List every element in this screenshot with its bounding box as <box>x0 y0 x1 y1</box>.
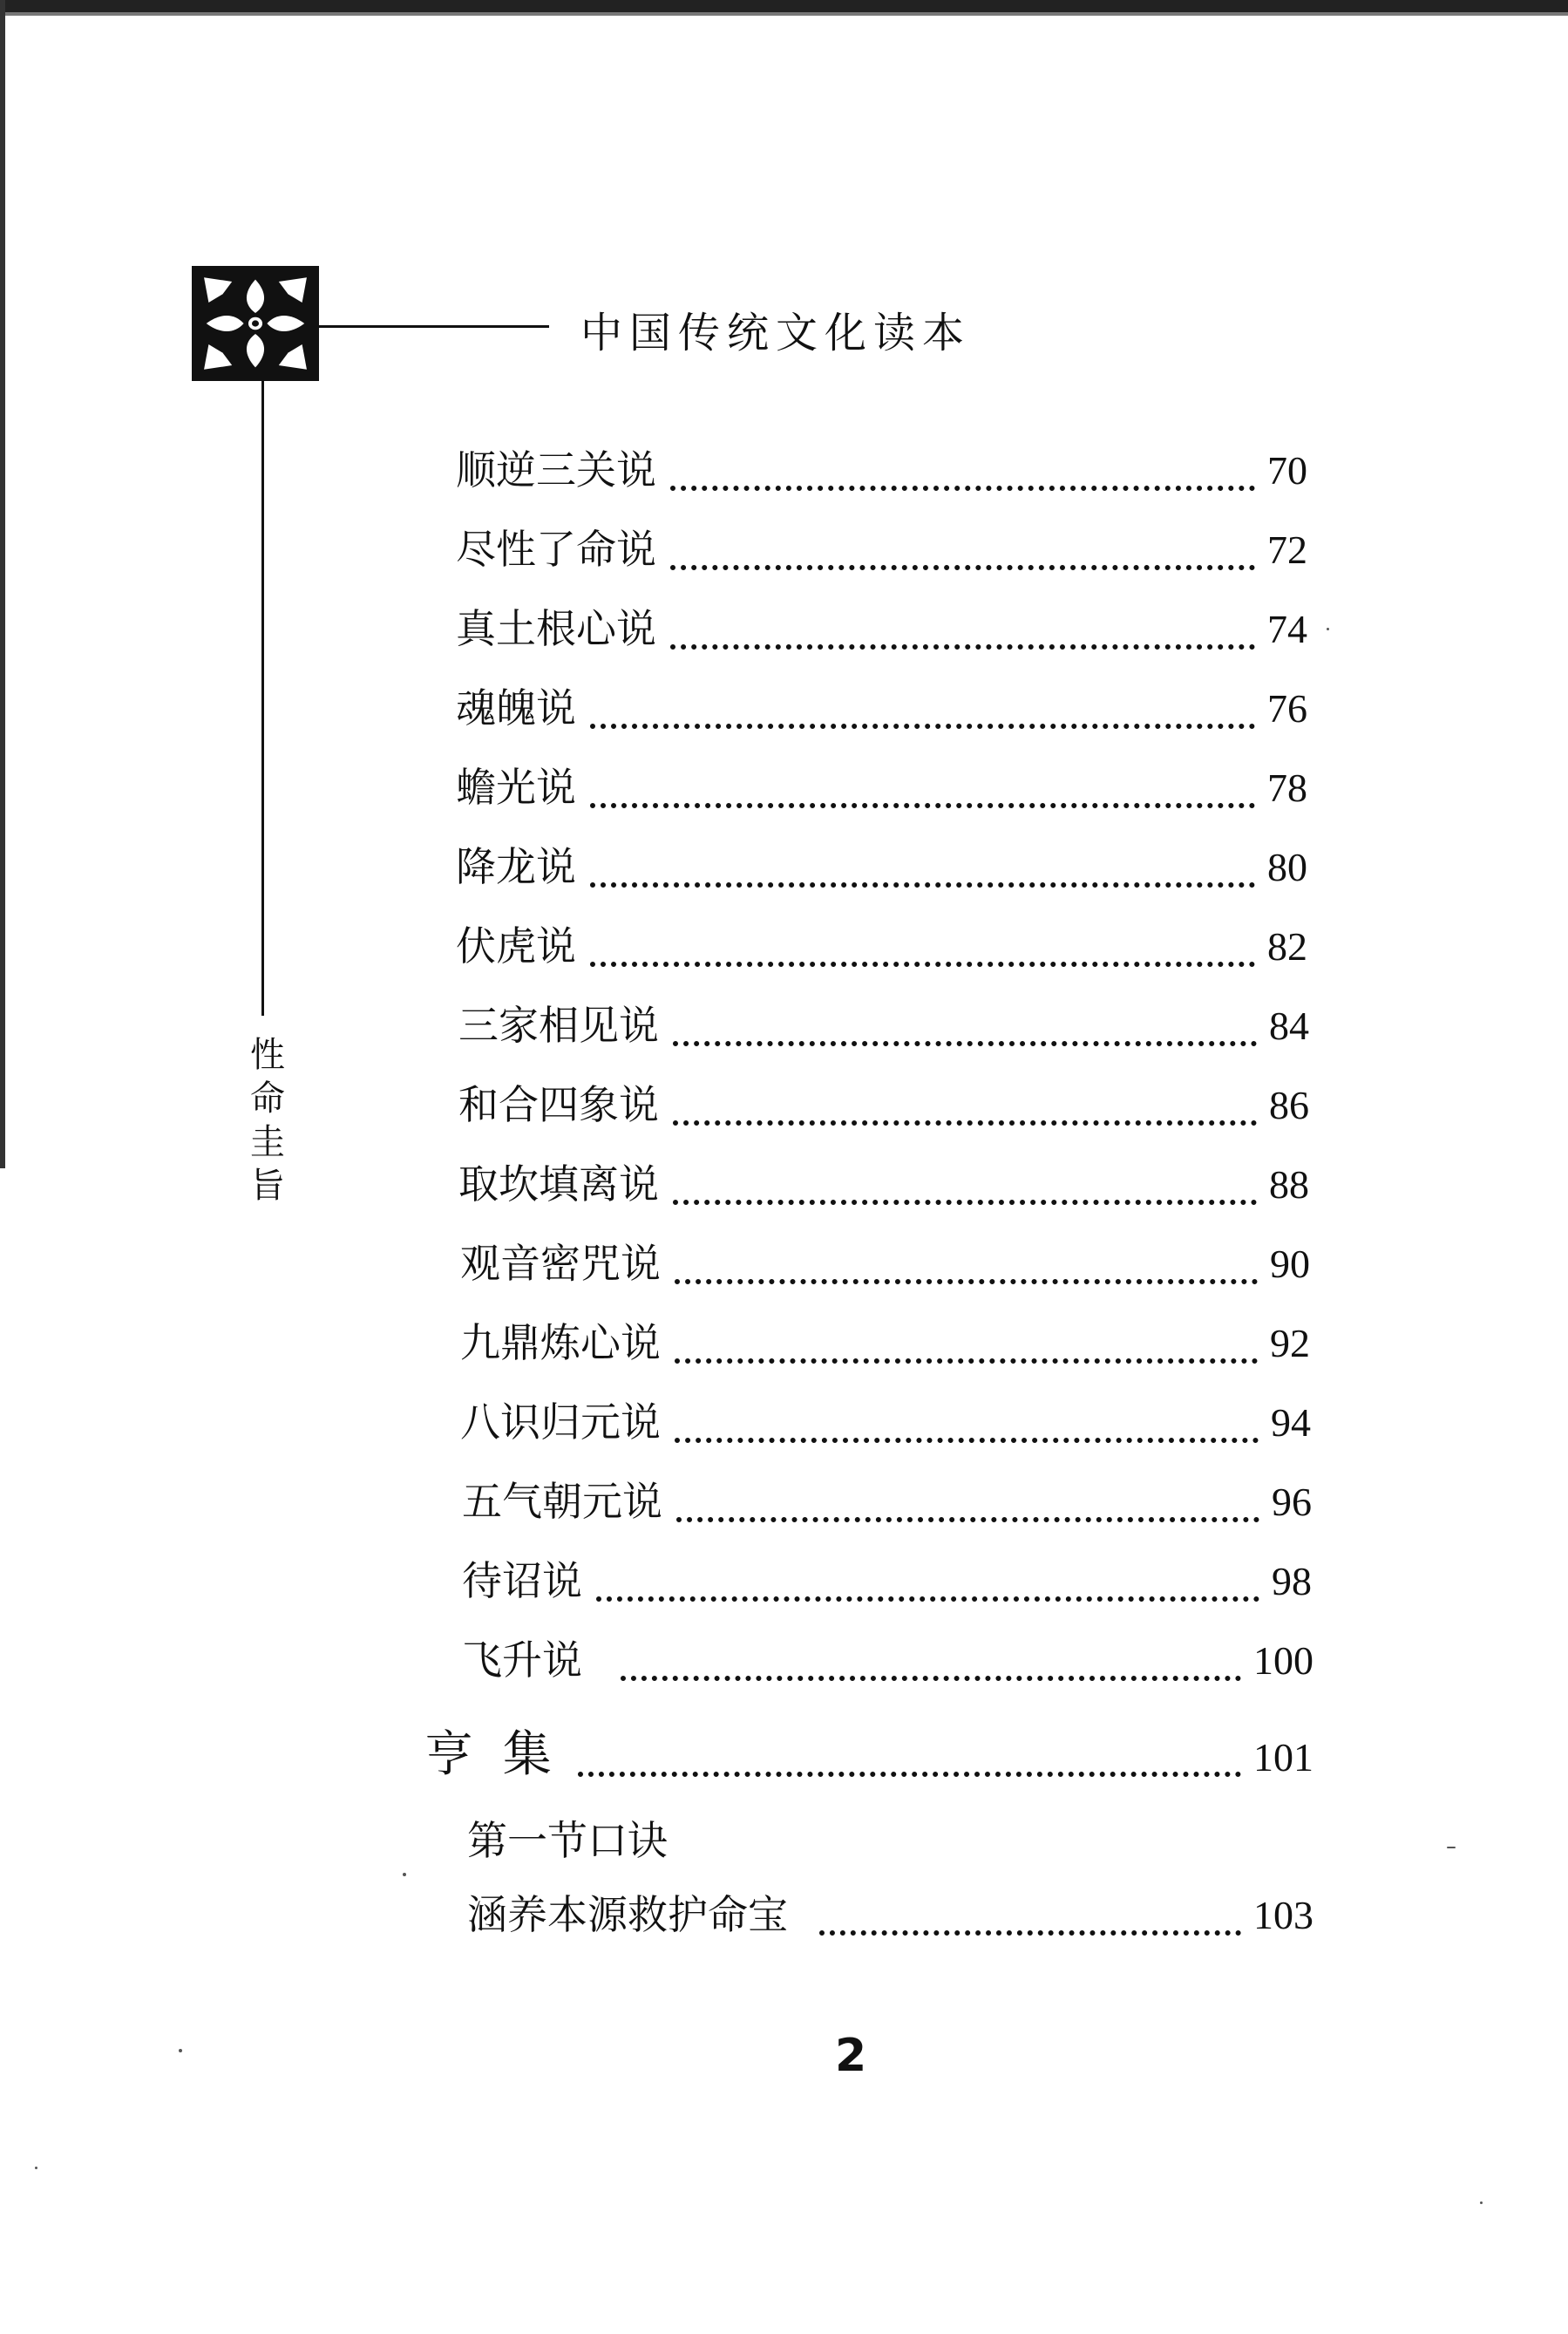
toc-entry-page: 84 <box>1269 1004 1309 1048</box>
toc-entry-label: 涵养本源救护命宝 <box>467 1891 788 1938</box>
toc-entry[interactable] <box>456 439 1307 500</box>
leader-dots <box>675 1438 1259 1443</box>
toc-entry[interactable] <box>456 677 1307 738</box>
toc-entry-page: 90 <box>1270 1242 1310 1286</box>
toc-entry[interactable] <box>458 1153 1309 1214</box>
toc-entry-page: 96 <box>1272 1480 1312 1524</box>
toc-entry[interactable] <box>462 1549 1312 1610</box>
toc-entry[interactable] <box>458 1073 1309 1134</box>
toc-entry-label: 飞升说 <box>462 1637 582 1684</box>
leader-dots <box>621 1676 1241 1681</box>
toc-entry[interactable] <box>460 1311 1310 1372</box>
toc-entry[interactable] <box>462 1629 1313 1690</box>
leader-dots <box>670 644 1255 650</box>
toc-entry[interactable] <box>467 1883 1313 1944</box>
toc-entry-label: 取坎填离说 <box>458 1160 659 1208</box>
toc-entry-page: 76 <box>1267 686 1307 731</box>
leader-dots <box>673 1120 1257 1126</box>
leader-dots <box>596 1596 1259 1602</box>
toc-entry-page: 98 <box>1272 1559 1312 1603</box>
toc-entry-page: 100 <box>1253 1638 1313 1683</box>
leader-dots <box>675 1358 1258 1364</box>
leader-dots <box>676 1517 1259 1522</box>
toc-subsection-heading: 第一节口诀 <box>467 1817 668 1864</box>
toc-entry-label: 三家相见说 <box>458 1002 659 1049</box>
toc-entry-label: 和合四象说 <box>458 1081 659 1128</box>
book-title-char: 圭 <box>250 1122 285 1162</box>
leader-dots <box>590 882 1255 888</box>
toc-entry-page: 80 <box>1267 845 1307 889</box>
leader-dots <box>590 803 1255 808</box>
scan-speck <box>1327 628 1329 630</box>
leader-dots <box>578 1772 1241 1777</box>
leader-dots <box>590 962 1255 967</box>
book-title-char: 性 <box>250 1035 285 1075</box>
toc-entry-label: 蟾光说 <box>456 764 576 811</box>
leader-dots <box>670 565 1255 570</box>
toc-entry-page: 82 <box>1267 924 1307 969</box>
toc-entry-label: 观音密咒说 <box>460 1240 661 1287</box>
toc-entry[interactable] <box>456 518 1307 579</box>
toc-entry-page: 103 <box>1253 1893 1313 1937</box>
toc-entry-label: 真土根心说 <box>456 605 656 652</box>
series-title: 中国传统文化读本 <box>580 309 972 357</box>
toc-entry-label: 待诏说 <box>462 1557 582 1604</box>
leader-dots <box>670 486 1255 491</box>
toc-entry-label: 伏虎说 <box>456 922 576 970</box>
toc-entry[interactable] <box>460 1391 1311 1452</box>
toc-section[interactable] <box>424 1716 1313 1786</box>
book-title-char: 旨 <box>250 1166 285 1206</box>
toc-entry[interactable] <box>456 915 1307 976</box>
scan-speck <box>35 2167 37 2169</box>
toc-section-page: 101 <box>1253 1735 1313 1779</box>
toc-entry-page: 78 <box>1267 766 1307 810</box>
toc-entry-label: 降龙说 <box>456 843 576 890</box>
leader-dots <box>673 1041 1257 1046</box>
leader-dots <box>673 1200 1257 1205</box>
toc-entry[interactable] <box>458 994 1309 1055</box>
toc-entry[interactable] <box>462 1470 1312 1531</box>
toc-entry-label: 九鼎炼心说 <box>460 1319 661 1366</box>
toc-entry[interactable] <box>460 1232 1310 1293</box>
scan-speck <box>403 1873 406 1876</box>
scan-speck <box>179 2049 182 2052</box>
leader-dots <box>590 724 1255 729</box>
toc-entry-page: 70 <box>1267 448 1307 493</box>
toc-entry-label: 尽性了命说 <box>456 526 656 573</box>
toc-entry-page: 92 <box>1270 1321 1310 1365</box>
toc-entry-label: 魂魄说 <box>456 684 576 732</box>
toc-entry-label: 五气朝元说 <box>462 1478 662 1525</box>
toc-entry[interactable] <box>456 835 1307 896</box>
page-number: 2 <box>835 2030 867 2082</box>
scan-speck <box>1480 2201 1483 2204</box>
book-title-char: 命 <box>250 1079 285 1119</box>
toc-entry-label: 八识归元说 <box>460 1398 661 1446</box>
toc-entry-page: 88 <box>1269 1162 1309 1207</box>
toc-entry[interactable] <box>456 597 1307 658</box>
toc-entry[interactable] <box>456 756 1307 817</box>
toc-entry-page: 86 <box>1269 1083 1309 1127</box>
leader-dots <box>819 1930 1241 1936</box>
toc-entry-page: 72 <box>1267 527 1307 572</box>
toc-entry-label: 顺逆三关说 <box>456 446 656 493</box>
toc-entry-page: 74 <box>1267 607 1307 651</box>
toc-section-label: 亨 集 <box>424 1726 559 1783</box>
leader-dots <box>675 1279 1258 1284</box>
toc-entry-page: 94 <box>1271 1400 1311 1445</box>
scan-speck <box>1447 1847 1456 1848</box>
